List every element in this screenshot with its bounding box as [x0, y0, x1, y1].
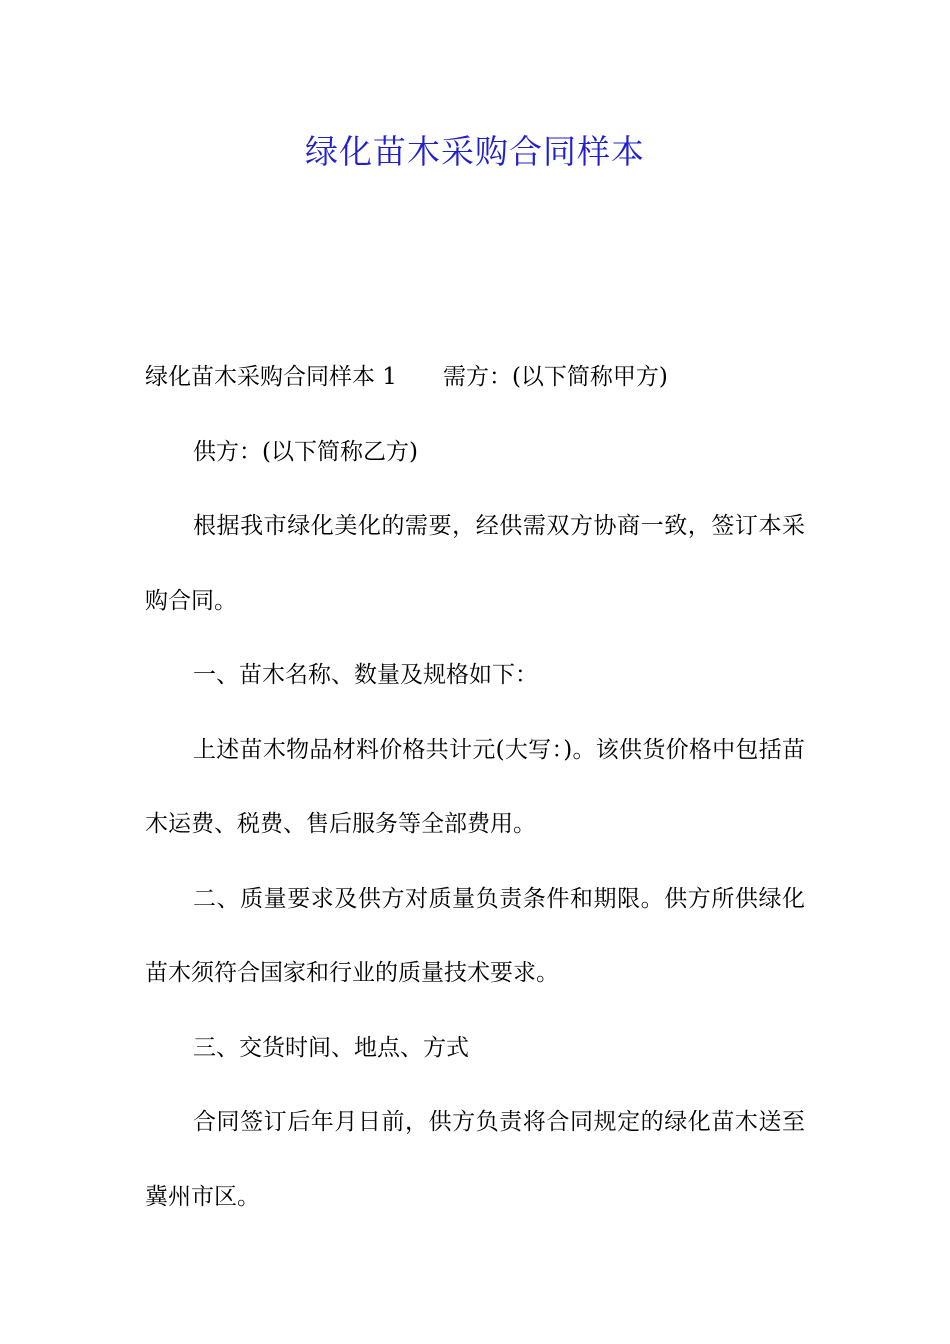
delivery-paragraph: 合同签订后年月日前，供方负责将合同规定的绿化苗木送至冀州市区。 [145, 1109, 805, 1210]
section-1-heading: 一、苗木名称、数量及规格如下： [193, 662, 538, 688]
section-2-paragraph: 二、质量要求及供方对质量负责条件和期限。供方所供绿化苗木须符合国家和行业的质量技术要求。 [145, 885, 805, 986]
party-b-line: 供方：(以下简称乙方) [193, 438, 418, 465]
document-title: 绿化苗木采购合同样本 [305, 132, 645, 171]
contract-sample-label: 绿化苗木采购合同样本 1 [145, 364, 397, 390]
heading-line [145, 340, 805, 415]
price-paragraph: 上述苗木物品材料价格共计元(大写：)。该供货价格中包括苗木运费、税费、售后服务等全部费用。 [145, 736, 805, 837]
intro-paragraph: 根据我市绿化美化的需要，经供需双方协商一致，签订本采购合同。 [145, 513, 805, 614]
party-a-line: 需方：(以下简称甲方) [442, 364, 668, 390]
section-3-heading: 三、交货时间、地点、方式 [193, 1034, 469, 1061]
document-body [145, 340, 805, 1234]
